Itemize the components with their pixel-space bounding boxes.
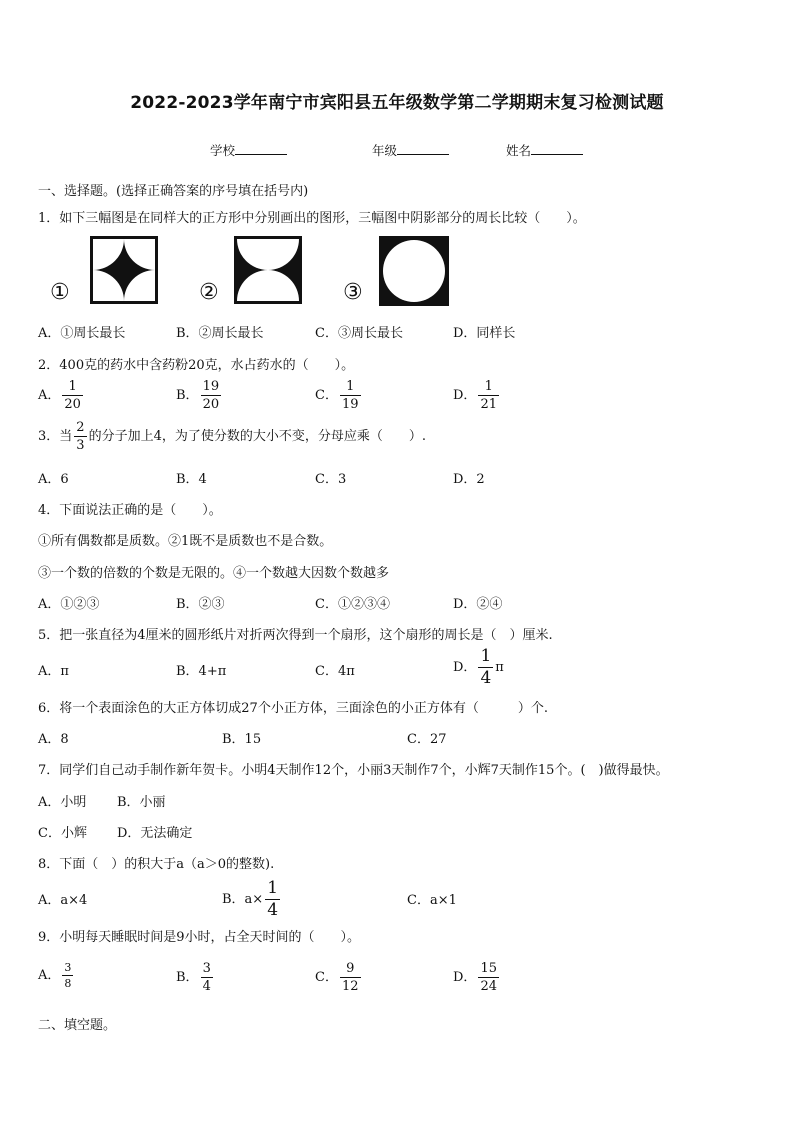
q7-option-b[interactable]: B．小丽: [117, 795, 166, 810]
fraction-denominator: 21: [480, 397, 497, 412]
q9-option-c-label: C．: [315, 970, 338, 985]
q2-option-d-fraction: [478, 380, 499, 411]
q4-option-a[interactable]: A．①②③: [38, 597, 100, 612]
question-1-text: 1．如下三幅图是在同样大的正方形中分别画出的图形，三幅图中阴影部分的周长比较（ ）。: [38, 211, 586, 226]
fraction-numerator: 1: [68, 379, 77, 394]
q8-option-c[interactable]: C．a×1: [407, 893, 457, 908]
q3-option-c[interactable]: C．3: [315, 472, 347, 487]
q9-option-a-label: A．: [38, 968, 61, 983]
fraction-numerator: 1: [480, 646, 492, 666]
fraction-denominator: 3: [76, 438, 85, 453]
question-3-text: [38, 421, 426, 452]
q2-option-c-label: C．: [315, 388, 338, 403]
q3-text-post: 的分子加上4，为了使分数的大小不变，分母应乘（ ）.: [88, 429, 426, 444]
q4-option-c[interactable]: C．①②③④: [315, 597, 390, 612]
question-6-text: 6．将一个表面涂色的大正方体切成27个小正方体，三面涂色的小正方体有（ ）个.: [38, 701, 548, 716]
grade-field[interactable]: [372, 141, 449, 159]
q7-option-a[interactable]: A．小明: [38, 795, 87, 810]
page-title: 2022-2023学年南宁市宾阳县五年级数学第二学期期末复习检测试题: [130, 93, 664, 113]
q5-option-d-fraction: [478, 648, 493, 687]
fraction-numerator: 1: [346, 379, 355, 394]
q2-option-b-fraction: [201, 380, 222, 411]
school-field[interactable]: [210, 141, 287, 159]
q4-statement-line-1: ①所有偶数都是质数。②1既不是质数也不是合数。: [38, 534, 333, 549]
q5-option-d-label: D．: [453, 660, 477, 675]
q1-option-c[interactable]: C．③周长最长: [315, 326, 403, 341]
q3-option-d[interactable]: D．2: [453, 472, 485, 487]
question-2-text: 2．400克的药水中含药粉20克，水占药水的（ ）。: [38, 358, 355, 373]
q1-option-a[interactable]: A．①周长最长: [38, 326, 126, 341]
figure-2-label: ②: [199, 280, 219, 305]
fraction-denominator: 4: [480, 668, 492, 688]
q9-option-d[interactable]: [453, 962, 501, 993]
q6-option-b[interactable]: B．15: [222, 732, 262, 747]
q2-option-b[interactable]: [176, 380, 223, 411]
school-label: 学校: [210, 143, 236, 158]
question-8-text: 8．下面（ ）的积大于a（a＞0的整数).: [38, 857, 275, 872]
q8-option-b-fraction: [265, 880, 280, 919]
question-9-text: 9．小明每天睡眠时间是9小时，占全天时间的（ ）。: [38, 930, 361, 945]
q4-statement-line-2: ③一个数的倍数的个数是无限的。④一个数越大因数个数越多: [38, 566, 390, 581]
q9-option-b-label: B．: [176, 970, 199, 985]
q3-option-a[interactable]: A．6: [38, 472, 69, 487]
q9-option-b[interactable]: [176, 962, 215, 993]
q7-option-c[interactable]: C．小辉: [38, 826, 87, 841]
q2-option-c-fraction: [340, 380, 361, 411]
section-heading-fill: 二、填空题。: [38, 1018, 117, 1033]
q9-option-d-fraction: [478, 962, 499, 993]
fraction-denominator: 4: [267, 900, 279, 920]
q8-option-b[interactable]: [222, 880, 282, 919]
section-heading-choice: 一、选择题。(选择正确答案的序号填在括号内): [38, 184, 309, 199]
figure-2-half-circles: [234, 236, 302, 304]
fraction-numerator: 19: [202, 379, 220, 394]
figure-1-label: ①: [50, 280, 70, 305]
q5-option-c[interactable]: C．4π: [315, 664, 355, 679]
question-5-text: 5．把一张直径为4厘米的圆形纸片对折两次得到一个扇形，这个扇形的周长是（ ）厘米.: [38, 628, 553, 643]
q9-option-c[interactable]: [315, 962, 363, 993]
q5-option-d[interactable]: [453, 648, 504, 687]
q2-option-a-fraction: [62, 380, 83, 411]
q3-option-b[interactable]: B．4: [176, 472, 207, 487]
q2-option-b-label: B．: [176, 388, 199, 403]
q1-option-b[interactable]: B．②周长最长: [176, 326, 264, 341]
name-label: 姓名: [506, 143, 532, 158]
fraction-denominator: 12: [341, 979, 359, 994]
fraction-denominator: 20: [64, 397, 81, 412]
fraction-numerator: 3: [64, 961, 72, 974]
figure-3-label: ③: [343, 280, 363, 305]
fraction-numerator: 15: [480, 961, 497, 976]
grade-label: 年级: [372, 143, 398, 158]
q4-option-d[interactable]: D．②④: [453, 597, 503, 612]
q9-option-d-label: D．: [453, 970, 477, 985]
q6-option-a[interactable]: A．8: [38, 732, 69, 747]
q4-option-b[interactable]: B．②③: [176, 597, 225, 612]
fraction-numerator: 2: [76, 420, 85, 435]
fraction-denominator: 19: [341, 397, 359, 412]
q9-option-a[interactable]: [38, 962, 75, 989]
fraction-denominator: 24: [480, 979, 497, 994]
q9-option-c-fraction: [340, 962, 361, 993]
fraction-numerator: 1: [484, 379, 493, 394]
q2-option-a-label: A．: [38, 388, 61, 403]
school-blank[interactable]: [235, 142, 287, 155]
name-blank[interactable]: [531, 142, 583, 155]
figure-1-concave-star: [90, 236, 158, 304]
q2-option-a[interactable]: [38, 380, 85, 411]
q3-fraction: [74, 421, 86, 452]
q5-option-a[interactable]: A．π: [38, 664, 69, 679]
q3-text-pre: 3．当: [38, 429, 73, 444]
fraction-numerator: 3: [202, 961, 211, 976]
q9-option-b-fraction: [201, 962, 213, 993]
question-7-text: 7．同学们自己动手制作新年贺卡。小明4天制作12个，小丽3天制作7个，小辉7天制作15个。( )做得最快。: [38, 763, 669, 778]
question-4-text: 4．下面说法正确的是（ ）。: [38, 503, 222, 518]
q2-option-d[interactable]: [453, 380, 501, 411]
q5-option-b[interactable]: B．4+π: [176, 664, 227, 679]
q5-option-d-suffix: π: [495, 660, 504, 675]
fraction-denominator: 4: [202, 979, 211, 994]
q9-option-a-fraction: [62, 962, 73, 989]
q8-option-a[interactable]: A．a×4: [38, 893, 88, 908]
q6-option-c[interactable]: C．27: [407, 732, 447, 747]
fraction-numerator: 1: [267, 878, 279, 898]
fraction-denominator: 20: [202, 397, 220, 412]
q2-option-d-label: D．: [453, 388, 477, 403]
q8-option-b-label: B．a×: [222, 892, 264, 907]
q1-option-d[interactable]: D．同样长: [453, 326, 516, 341]
q2-option-c[interactable]: [315, 380, 363, 411]
name-field[interactable]: [506, 141, 583, 159]
q7-option-d[interactable]: D．无法确定: [117, 826, 193, 841]
figure-3-inscribed-circle: [379, 236, 449, 306]
fraction-numerator: 9: [346, 961, 355, 976]
fraction-denominator: 8: [64, 977, 72, 990]
grade-blank[interactable]: [397, 142, 449, 155]
